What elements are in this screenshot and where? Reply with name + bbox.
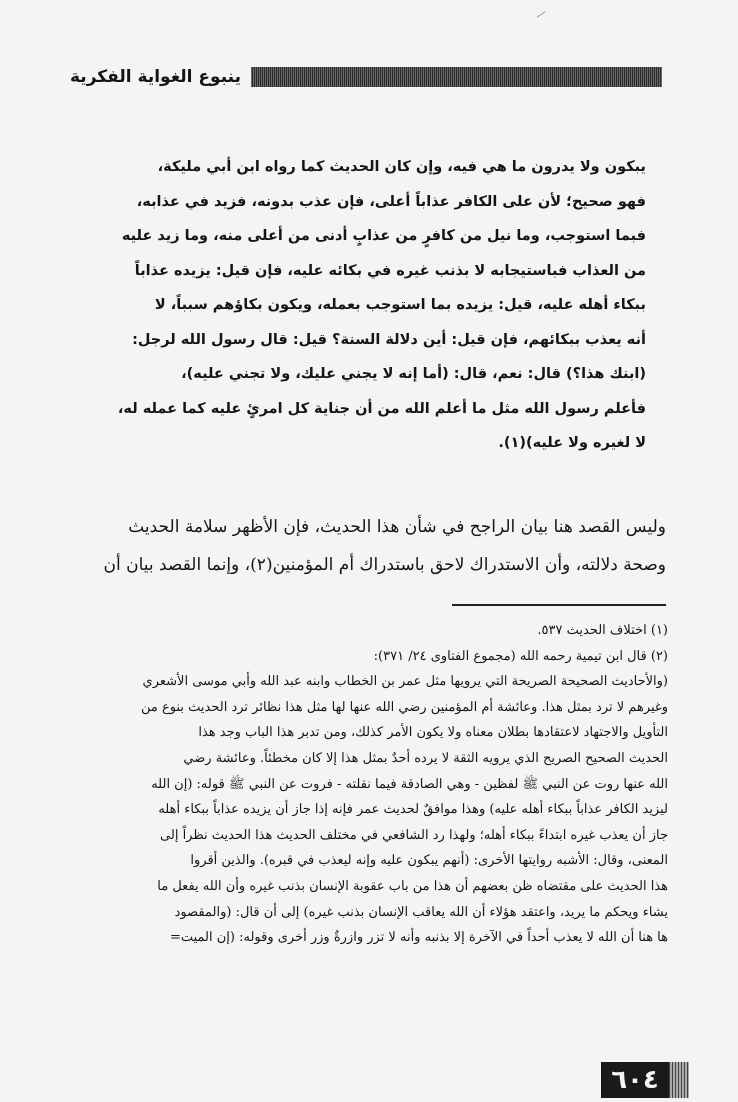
footnote-line: الله عنها روت عن النبي ﷺ لفظين - وهي الصادقة فيما نقلته - فروت عن النبي ﷺ قوله: (إن الله	[151, 776, 668, 792]
scan-mark	[537, 11, 546, 18]
quote-line: فهو صحيح؛ لأن على الكافر عذاباً أعلى، فإن عذب بدونه، فزيد في عذابه،	[136, 193, 646, 210]
footnote-separator	[452, 604, 666, 606]
quote-line: من العذاب فباستيجابه لا بذنب غيره في بكائه عليه، فإن قيل: يزيده عذاباً	[134, 262, 646, 279]
quote-line: فبما استوجب، وما نيل من كافرٍ من عذابٍ أدنى من أعلى منه، وما زيد عليه	[121, 228, 646, 244]
footnote-line: (١) اختلاف الحديث ٥٣٧.	[537, 623, 668, 638]
page-number: ٦٠٤	[601, 1062, 669, 1098]
page-number-decoration	[669, 1062, 689, 1098]
footnote-line: الحديث الصحيح الصريح الذي يرويه الثقة لا يرده أحدٌ بمثل هذا إلا كان مخطئاً. وعائشة رضي	[183, 750, 668, 766]
quote-line: فأعلم رسول الله مثل ما أعلم الله من أن جناية كل امرئٍ عليه كما عمله له،	[117, 400, 646, 417]
quote-line: أنه يعذب ببكائهم، فإن قيل: أين دلالة السنة؟ قيل: قال رسول الله لرجل:	[132, 331, 646, 348]
footnote-line: جاز أن يعذب غيره ابتداءً ببكاء أهله؛ ولهذا رد الشافعي في مختلف الحديث هذا الحديث نظراً إلى	[160, 827, 668, 843]
body-line: وليس القصد هنا بيان الراجح في شأن هذا الحديث، فإن الأظهر سلامة الحديث	[128, 517, 666, 537]
footnote-line: (والأحاديث الصحيحة الصريحة التي يرويها مثل عمر بن الخطاب وابنه عبد الله وأبي موسى الأشعري	[142, 674, 668, 690]
footnote-line: ليزيد الكافر عذاباً ببكاء أهله عليه) وهذا موافقٌ لحديث عمر فإنه إذا جاز أن يزيده عذاباً ببكاء أهله	[158, 802, 668, 818]
footnote-line: ها هنا أن الله لا يعذب أحداً في الآخرة إلا بذنبه وأنه لا تزر وازرةٌ وزر أخرى وقوله: (إن الميت=	[169, 930, 668, 946]
body-paragraph	[66, 508, 666, 584]
footnote-line: وغيرهم لا ترد بمثل هذا. وعائشة أم المؤمنين رضي الله عنها لها مثل هذا نظائر ترد الحديث بنوع من	[141, 699, 668, 715]
footnote-line: هذا الحديث على مقتضاه ظن بعضهم أن هذا من باب عقوبة الإنسان بذنب غيره وأن الله يفعل ما	[157, 878, 668, 894]
quote-line: لا لغيره ولا عليه)(١).	[498, 435, 646, 451]
quote-line: ببكاء أهله عليه، قيل: يزيده بما استوجب بعمله، ويكون بكاؤهم سبباً، لا	[154, 297, 646, 313]
quoted-passage	[86, 150, 646, 461]
footnotes	[68, 618, 668, 951]
footnote-line: المعنى، وقال: الأشبه روايتها الأخرى: (أنهم يبكون عليه وإنه ليعذب في قبره). والذين أقروا	[190, 853, 668, 869]
running-header	[64, 64, 662, 90]
footnote-line: التأويل والاجتهاد لاعتقادها بطلان معناه ولا يكون الأمر كذلك، ومن تدبر هذا الباب وجد هذا	[198, 725, 668, 741]
body-line: وصحة دلالته، وأن الاستدراك لاحق باستدراك أم المؤمنين(٢)، وإنما القصد بيان أن	[103, 555, 666, 575]
footnote-line: (٢) قال ابن تيمية رحمه الله (مجموع الفتاوى ٢٤/ ٣٧١):	[373, 648, 668, 664]
running-header-title: ينبوع الغواية الفكرية	[64, 64, 251, 90]
quote-line: يبكون ولا يدرون ما هي فيه، وإن كان الحديث كما رواه ابن أبي مليكة،	[157, 159, 646, 175]
footnote-line: يشاء ويحكم ما يريد، واعتقد هؤلاء أن الله يعاقب الإنسان بذنب غيره) إلى أن قال: (والمقصود	[174, 904, 668, 920]
quote-line: (ابنك هذا؟) قال: نعم، قال: (أما إنه لا يجني عليك، ولا تجني عليه)،	[181, 366, 646, 382]
